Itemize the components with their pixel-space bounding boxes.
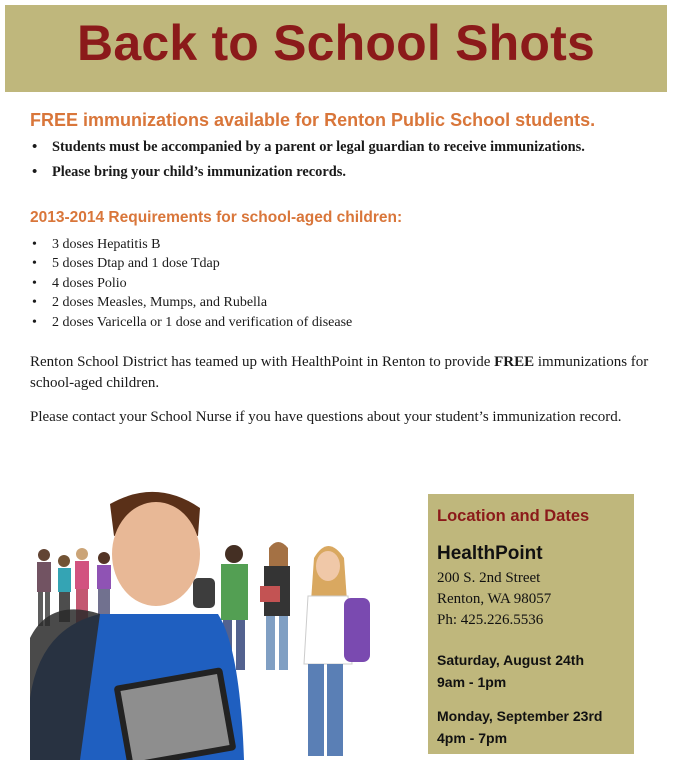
list-item: • Please bring your child’s immunization records. [30,163,585,188]
contact-nurse-paragraph: Please contact your School Nurse if you have questions about your student’s immunization record. [30,409,622,425]
instructions-list [30,138,585,188]
list-item: • 4 doses Polio [30,275,352,294]
girl-with-backpack [304,546,370,756]
time-1: 9am - 1pm [437,674,507,690]
list-item: • 2 doses Varicella or 1 dose and verification of disease [30,314,352,333]
venue-name: HealthPoint [437,543,543,564]
paragraph-text: immunizations for school-aged children. [30,354,649,391]
students-photo [30,478,380,760]
city-state-zip: Renton, WA 98057 [437,591,552,607]
list-item: • 3 doses Hepatitis B [30,236,352,255]
page-title: Back to School Shots [77,15,595,71]
time-2: 4pm - 7pm [437,730,508,746]
location-dates-box [428,494,634,754]
boy-foreground [30,492,244,760]
requirements-heading: 2013-2014 Requirements for school-aged children: [30,209,403,226]
list-item: • 5 doses Dtap and 1 dose Tdap [30,255,352,274]
date-1: Saturday, August 24th [437,652,585,668]
free-immunizations-heading: FREE immunizations available for Renton Public School students. [30,110,596,130]
requirements-list [30,236,352,333]
phone-number: Ph: 425.226.5536 [437,612,544,628]
list-item: • 2 doses Measles, Mumps, and Rubella [30,294,352,313]
list-item: • Students must be accompanied by a parent or legal guardian to receive immunizations. [30,138,585,163]
location-heading: Location and Dates [437,507,590,525]
paragraph-text: Renton School District has teamed up with HealthPoint in Renton to provide [30,354,495,370]
free-emphasis: FREE [494,354,535,370]
title-banner [5,5,667,92]
partnership-paragraph [30,352,650,394]
street-address: 200 S. 2nd Street [437,570,541,586]
date-2: Monday, September 23rd [437,708,603,724]
